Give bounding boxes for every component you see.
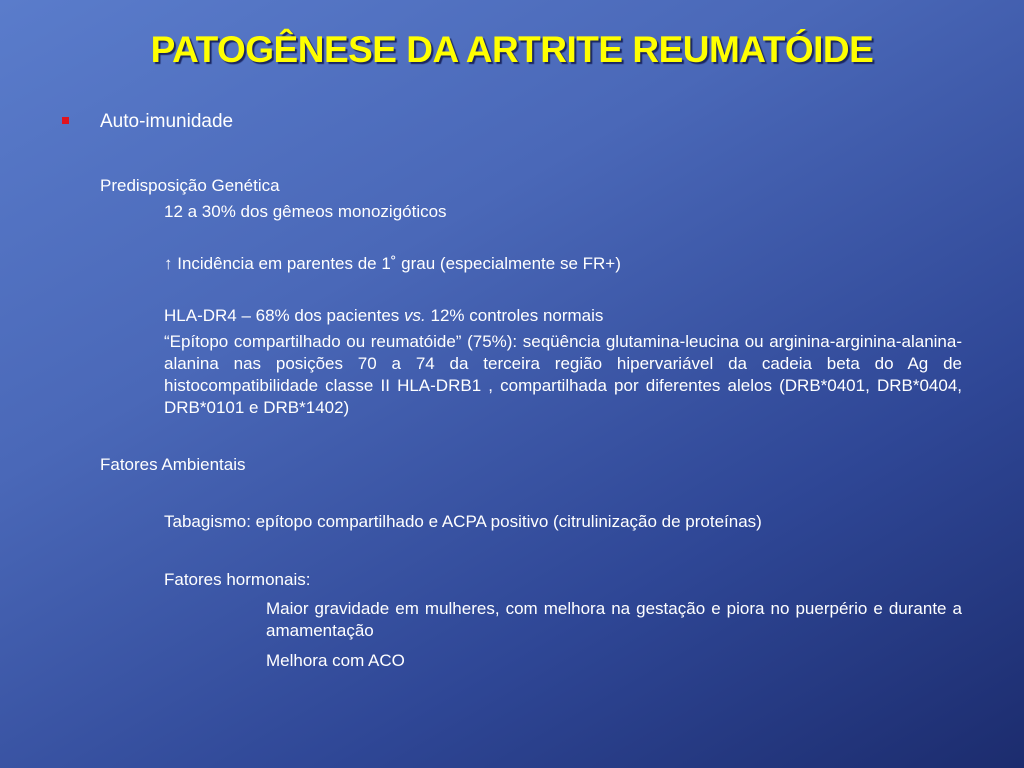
bullet-auto-immunity: Auto-imunidade	[100, 111, 234, 132]
environmental-heading: Fatores Ambientais	[100, 455, 246, 474]
bullet-square-icon	[62, 117, 69, 124]
women-paragraph: Maior gravidade em mulheres, com melhora na gestação e piora no puerpério e durante a amamentação	[266, 599, 962, 640]
hla-prefix: HLA-DR4 – 68% dos pacientes	[164, 306, 405, 325]
smoking-line: Tabagismo: epítopo compartilhado e ACPA positivo (citrulinização de proteínas)	[164, 512, 762, 531]
hla-vs: vs.	[404, 306, 426, 325]
hla-suffix: 12% controles normais	[425, 306, 604, 325]
oc-line: Melhora com ACO	[266, 651, 405, 670]
genetic-heading: Predisposição Genética	[100, 176, 280, 195]
hormonal-heading: Fatores hormonais:	[164, 570, 311, 589]
relatives-line: ↑ Incidência em parentes de 1˚ grau (especialmente se FR+)	[164, 254, 621, 273]
epitope-paragraph: “Epítopo compartilhado ou reumatóide” (75%): seqüência glutamina-leucina ou arginina-arginina-alanina-alanina nas posições 70 a 74 da terceira região hipervariável da cadeia beta do Ag de histocompatibilidade classe II HLA-DRB1 , compartilhada por diferentes alelos (DRB*0401, DRB*0404, DRB*0101 e DRB*1402)	[164, 332, 962, 417]
hla-line	[164, 305, 603, 327]
slide-title: PATOGÊNESE DA ARTRITE REUMATÓIDE	[150, 29, 874, 70]
twins-line: 12 a 30% dos gêmeos monozigóticos	[164, 202, 447, 221]
